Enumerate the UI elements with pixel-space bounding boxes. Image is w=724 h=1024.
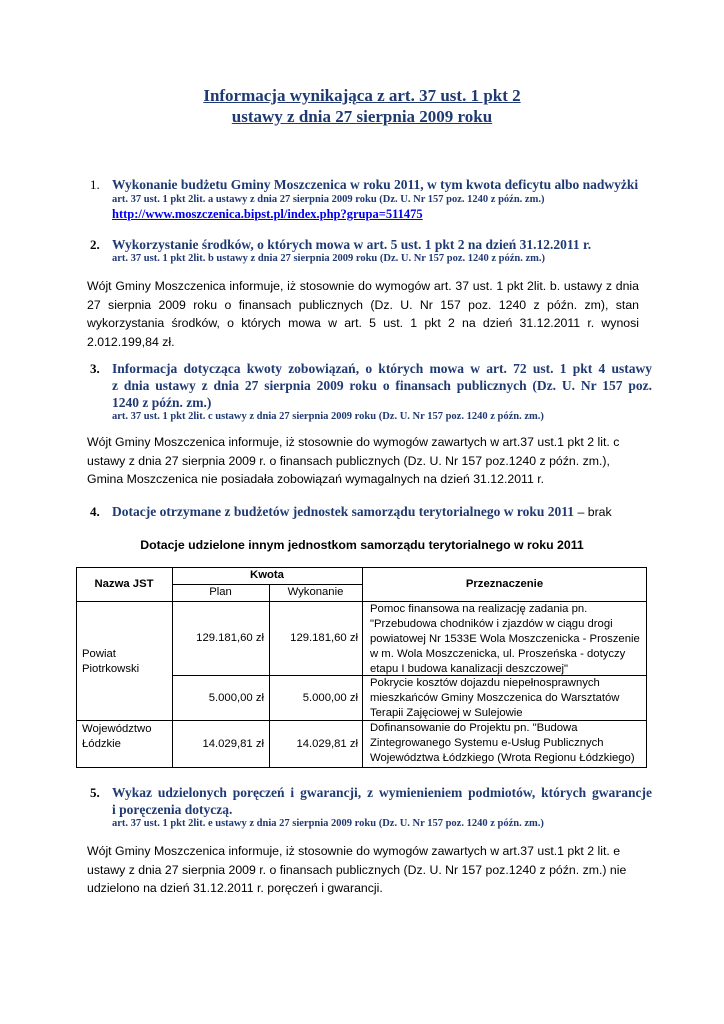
bip-link[interactable]: http://www.moszczenica.bipst.pl/index.php?grupa=511475 bbox=[112, 207, 423, 221]
section-4-heading-row bbox=[112, 503, 612, 521]
row-1-przeznaczenie: Pomoc finansowa na realizację zadania pn. "Przebudowa chodników i zjazdów w ciągu drogi powiatowej Nr 1533E Wola Moszczenicka - Proszenie w m. Wola Moszczenicka, ul. Proszeńska - dotyczy etapu I budowa kanalizacji deszczowej" bbox=[370, 603, 640, 675]
header-wykonanie: Wykonanie bbox=[287, 586, 344, 598]
table-border-right bbox=[646, 567, 647, 768]
section-1-heading: Wykonanie budżetu Gminy Moszczenica w roku 2011, w tym kwota deficytu albo nadwyżki bbox=[112, 177, 639, 192]
table-title: Dotacje udzielone innym jednostkom samorządu terytorialnego w roku 2011 bbox=[140, 538, 584, 552]
section-1-number: 1. bbox=[90, 177, 100, 192]
section-2-heading: Wykorzystanie środków, o których mowa w art. 5 ust. 1 pkt 2 na dzień 31.12.2011 r. bbox=[112, 237, 592, 252]
section-4-number: 4. bbox=[90, 504, 100, 519]
row-2-wykonanie: 5.000,00 zł bbox=[302, 692, 358, 704]
header-przeznaczenie: Przeznaczenie bbox=[465, 578, 544, 590]
section-2-legal-basis: art. 37 ust. 1 pkt 2lit. b ustawy z dnia 27 sierpnia 2009 roku (Dz. U. Nr 157 poz. 1240 z późn. zm.) bbox=[112, 253, 546, 264]
section-3 bbox=[90, 360, 650, 424]
section-3-heading-line-2: z dnia ustawy z dnia 27 sierpnia 2009 roku o finansach publicznych (Dz. U. Nr 157 poz. bbox=[112, 378, 652, 393]
table-col-divider-3 bbox=[362, 567, 363, 768]
section-3-number: 3. bbox=[90, 361, 100, 376]
row-1-plan: 129.181,60 zł bbox=[196, 632, 264, 644]
section-4-suffix: – brak bbox=[574, 505, 612, 519]
section-5-number: 5. bbox=[90, 785, 100, 800]
row-2-przeznaczenie: Pokrycie kosztów dojazdu niepełnosprawnych mieszkańców Gminy Moszczenica do Warsztatów Terapii Zajęciowej w Sulejowie bbox=[370, 677, 620, 719]
section-5-body: Wójt Gminy Moszczenica informuje, iż stosownie do wymogów zawartych w art.37 ust.1 pkt 2 lit. e ustawy z dnia 27 sierpnia 2009 r. o finansach publicznych (Dz. U. Nr 157 poz.1240 z późn. zm.) nie udzielono na dzień 31.12.2011 r. poręczeń i gwarancji. bbox=[87, 844, 627, 895]
header-nazwa-jst: Nazwa JST bbox=[94, 578, 154, 590]
document-title-line-1: Informacja wynikająca z art. 37 ust. 1 pkt 2 bbox=[203, 86, 521, 105]
section-2-number: 2. bbox=[90, 237, 100, 252]
row-1-wykonanie: 129.181,60 zł bbox=[290, 632, 358, 644]
row-3-przeznaczenie: Dofinansowanie do Projektu pn. "Budowa Zintegrowanego Systemu e-Usług Publicznych Województwa Łódzkiego (Wrota Regionu Łódzkiego) bbox=[370, 722, 635, 764]
section-5-heading-line-1: Wykaz udzielonych poręczeń i gwarancji, z wymienieniem podmiotów, których gwarancje bbox=[112, 785, 652, 800]
table-border-left bbox=[76, 567, 77, 768]
group-name-powiat: Powiat Piotrkowski bbox=[82, 648, 140, 675]
section-5-legal-basis: art. 37 ust. 1 pkt 2lit. e ustawy z dnia 27 sierpnia 2009 roku (Dz. U. Nr 157 poz. 1240 z późn. zm.) bbox=[112, 818, 544, 829]
grants-table bbox=[76, 567, 647, 768]
document-title-line-2: ustawy z dnia 27 sierpnia 2009 roku bbox=[231, 107, 493, 126]
header-plan: Plan bbox=[209, 586, 232, 598]
header-kwota: Kwota bbox=[250, 569, 284, 581]
section-5 bbox=[90, 784, 650, 832]
section-1-legal-basis: art. 37 ust. 1 pkt 2lit. a ustawy z dnia 27 sierpnia 2009 roku (Dz. U. Nr 157 poz. 1240 z późn. zm.) bbox=[112, 194, 545, 205]
section-3-body: Wójt Gminy Moszczenica informuje, iż stosownie do wymogów zawartych w art.37 ust.1 pkt 2 lit. c ustawy z dnia 27 sierpnia 2009 r. o finansach publicznych (Dz. U. Nr 157 poz.1240 z późn. zm.), Gmina Moszczenica nie posiadała zobowiązań wymagalnych na dzień 31.12.2011 r. bbox=[87, 435, 620, 486]
section-3-heading-line-1: Informacja dotycząca kwoty zobowiązań, o których mowa w art. 72 ust. 1 pkt 4 ustawy bbox=[112, 361, 652, 376]
section-5-heading-line-2: i poręczenia dotyczą. bbox=[112, 802, 233, 817]
row-3-wykonanie: 14.029,81 zł bbox=[296, 738, 358, 750]
section-2-body: Wójt Gminy Moszczenica informuje, iż stosownie do wymogów art. 37 ust. 1 pkt 2lit. b. ustawy z dnia 27 sierpnia 2009 roku o finansach publicznych (Dz. U. Nr 157 poz. 1240 z późn. zm), stan wykorzystania środków, o których mowa w art. 5 ust. 1 pkt 2 na dzień 31.12.2011 r. wynosi 2.012.199,84 zł. bbox=[87, 279, 639, 349]
section-4-heading: Dotacje otrzymane z budżetów jednostek samorządu terytorialnego w roku 2011 bbox=[112, 504, 575, 519]
section-3-heading-line-3: 1240 z późn. zm.) bbox=[112, 395, 212, 410]
group-name-wojewodztwo: Województwo Łódzkie bbox=[82, 723, 152, 750]
section-3-legal-basis: art. 37 ust. 1 pkt 2lit. c ustawy z dnia 27 sierpnia 2009 roku (Dz. U. Nr 157 poz. 1240 z późn. zm.) bbox=[112, 411, 544, 422]
row-2-plan: 5.000,00 zł bbox=[208, 692, 264, 704]
section-4 bbox=[90, 503, 650, 521]
section-2 bbox=[90, 236, 650, 270]
row-3-plan: 14.029,81 zł bbox=[202, 738, 264, 750]
section-1 bbox=[90, 176, 650, 226]
